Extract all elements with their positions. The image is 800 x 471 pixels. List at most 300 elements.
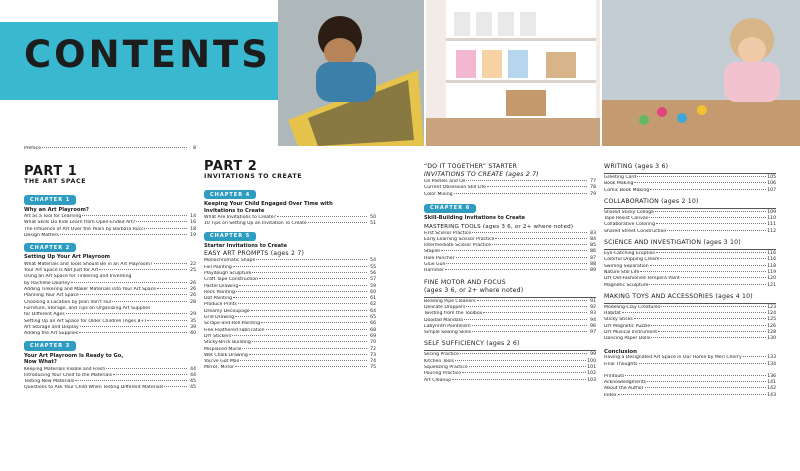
toc-entry-title: Greeting Card [604, 175, 637, 180]
starter-title: “DO IT TOGETHER” STARTER [424, 163, 518, 170]
toc-entry-leader [249, 354, 367, 355]
toc-entry-title: Design Matters [24, 232, 59, 238]
toc-entry-leader [66, 313, 187, 314]
toc-entry-leader [99, 269, 187, 270]
toc-entry-page: 64 [370, 308, 376, 314]
toc-entry-title: Simple Sewing Skills [424, 330, 472, 336]
toc-entry-title: Habitat [604, 311, 621, 317]
toc-entry-leader [656, 252, 766, 253]
toc-entry-title: Using an Art Space for Tinkering and Inventing [24, 274, 132, 280]
toc-entry-leader [472, 232, 587, 233]
toc-entry-title: Stapler [424, 249, 441, 255]
toc-entry-leader [454, 193, 587, 194]
photo-art-shelves [426, 0, 600, 146]
self-sufficiency-label: SELF SUFFICIENCY (ages 2 6) [424, 340, 520, 348]
toc-entry-page: 25 [190, 268, 196, 274]
toc-entry-page: 84 [590, 236, 596, 242]
toc-entry[interactable] [24, 233, 196, 239]
chapter-2-title: Setting Up Your Art Playroom [24, 254, 111, 261]
toc-entry[interactable] [24, 331, 196, 337]
toc-entry-title: Adding the Art Supplies [24, 331, 79, 337]
toc-entry-title: Slicing Practice [424, 352, 459, 358]
toc-entry-page: 103 [587, 377, 596, 383]
toc-entry-leader [441, 250, 587, 251]
toc-entry-leader [681, 277, 766, 278]
toc-entry-leader [618, 394, 767, 395]
toc-entry-leader [466, 306, 587, 307]
part-2-number: PART 2 [204, 159, 258, 174]
toc-entry-page: 118 [767, 263, 776, 269]
toc-entry-title: Squeezing Practice [424, 365, 468, 371]
column-3 [424, 163, 596, 384]
toc-entry-page: 102 [587, 371, 596, 377]
toc-entry-leader [639, 363, 767, 364]
toc-entry-page: 44 [190, 372, 196, 378]
toc-entry-page: 133 [767, 355, 776, 361]
chapter-3-badge: CHAPTER 3 [24, 341, 76, 350]
toc-entry-page: 83 [590, 230, 596, 236]
conclusion-title: Conclusion [604, 348, 637, 355]
toc-entry-leader [460, 353, 587, 354]
toc-entry-leader [446, 263, 587, 264]
toc-entry[interactable] [24, 385, 196, 391]
toc-entry-leader [251, 310, 367, 311]
toc-entry-leader [308, 222, 367, 223]
conclusion-list [604, 355, 776, 368]
toc-entry-leader [649, 217, 766, 218]
toys-label: MAKING TOYS AND ACCESSORIES (ages 4 10) [604, 292, 753, 300]
writing-label: WRITING (ages 3 6) [604, 163, 669, 170]
toc-entry-title: Furniture, Storage, and Tips on Organizing Art Supplies [24, 305, 151, 311]
toc-entry-leader [154, 263, 187, 264]
toc-entry[interactable] [604, 188, 776, 194]
toc-entry-leader [472, 325, 587, 326]
toc-entry-leader [661, 306, 766, 307]
page-title: CONTENTS [24, 33, 271, 76]
toc-entry-page: 110 [767, 216, 776, 222]
toc-entry-page: 85 [590, 243, 596, 249]
chapter-4-list [204, 215, 376, 228]
chapter-5-title: Starter Invitations to Create [204, 243, 288, 249]
toc-entry-leader [492, 244, 587, 245]
toc-entry-title: First Scissor Practice [424, 230, 472, 236]
toc-entry-title: Keeping Materials Visible and Fresh [24, 366, 106, 372]
toc-entry-title: What Skills Do Kids Learn from Open-Ended Art? [24, 220, 136, 226]
toc-entry-page: 107 [767, 187, 776, 193]
toc-entry-title: Dancing Paper Dolls [604, 336, 651, 342]
toc-entry-title: Dot Painting [204, 296, 233, 302]
toc-entry-page: 128 [767, 330, 776, 336]
toc-entry-leader [259, 278, 367, 279]
toc-entry-page: 26 [190, 280, 196, 286]
fine-motor-divider [424, 297, 596, 298]
toc-entry-title: Beading Pipe Cleaners [424, 298, 476, 304]
column-part-2 [204, 160, 376, 372]
toc-entry-leader [232, 335, 367, 336]
toc-entry-page: 74 [370, 359, 376, 365]
toc-entry-title: You've Got Mail [204, 359, 240, 365]
toc-entry-page: 45 [190, 385, 196, 391]
toc-entry-page: 141 [767, 380, 776, 386]
toc-entry-page: 50 [370, 215, 376, 221]
part-2-name: INVITATIONS TO CREATE [204, 173, 303, 180]
photo-girl-at-table [602, 0, 800, 146]
toc-entry-page: 61 [370, 296, 376, 302]
toc-entry-title: Misplaced Mural [204, 346, 242, 352]
toc-entry-leader [651, 325, 766, 326]
writing-divider [604, 173, 776, 174]
toc-entry-title: Modeling-Clay Creatures [604, 304, 661, 310]
toc-entry-page: 111 [767, 222, 776, 228]
chapter-2-list [24, 262, 196, 338]
fine-motor-list [424, 299, 596, 337]
toc-entry-leader [75, 380, 187, 381]
toc-entry-title: Magnetic Sculpture [604, 282, 649, 288]
toc-entry-title: Labyrinth Pointillism [424, 323, 471, 329]
toc-entry-page: 70 [370, 340, 376, 346]
toc-entry-leader [487, 186, 587, 187]
toc-entry-page: 14 [190, 214, 196, 219]
toc-entry-page: 45 [190, 379, 196, 385]
chapter-3-title: Your Art Playroom Is Ready to Go, Now What? [24, 352, 124, 366]
toc-entry-page: 79 [590, 191, 596, 197]
chapter-4-badge: CHAPTER 4 [204, 190, 256, 199]
toc-entry[interactable] [424, 192, 596, 198]
toc-entry-leader [656, 223, 766, 224]
toc-entry-page: 123 [767, 304, 776, 310]
toc-entry-page: 22 [190, 261, 196, 267]
toc-entry-title: Shared Street Construction [604, 228, 667, 234]
toc-entry-title: Hole Puncher [424, 255, 455, 261]
toc-entry-title: Final Thoughts [604, 361, 638, 367]
toc-entry-title: Book Making [604, 181, 634, 187]
toc-entry-page: 57 [370, 277, 376, 283]
toc-entry-leader [452, 379, 586, 380]
toc-entry-leader [242, 348, 367, 349]
toc-entry-page: 39 [190, 324, 196, 330]
toc-entry-leader [645, 387, 767, 388]
toc-entry-title: What Are Invitations to Create? [204, 215, 277, 221]
collaboration-label: COLLABORATION (ages 2 10) [604, 197, 699, 205]
toc-entry-title: Color Mixing [424, 191, 453, 197]
toc-entry-leader [637, 176, 766, 177]
toc-entry-title: Shared Sticky Collage [604, 209, 654, 215]
toc-entry-title: Sticky Sticks [604, 317, 633, 323]
toc-entry-title: Oil Pastels and Oil [424, 179, 466, 184]
toc-entry-page: 69 [370, 333, 376, 339]
toc-entry-page: 142 [767, 386, 776, 392]
toc-entry-page: 109 [767, 209, 776, 215]
toc-entry-title: Pouring Practice [424, 371, 462, 377]
toc-entry-title: Scrape-and-Roll Painting [204, 321, 261, 327]
science-divider [604, 249, 776, 250]
toc-entry-page: 105 [767, 175, 776, 180]
toc-entry-title: Current Obsession Still Life [424, 185, 486, 191]
toc-entry-page: 116 [767, 257, 776, 263]
toc-entry-leader [660, 258, 766, 259]
toc-entry-leader [236, 291, 367, 292]
toc-entry-title: Adding Tinkering and Maker Materials into Your Art Space [24, 287, 156, 293]
toc-entry-page: 119 [767, 269, 776, 275]
chapter-6-section-label: MASTERING TOOLS (ages 3 6, or 2+ where noted) [424, 223, 574, 230]
toc-entry-leader [651, 337, 766, 338]
writing-list [604, 175, 776, 194]
toc-entry-title: Delicate Droppers [424, 304, 466, 310]
toc-entry-title: Sticky-Brick Building [204, 340, 251, 346]
toc-entry-title: Collaborative Coloring [604, 222, 655, 228]
toc-entry-title: Choosing a Location by Jean Van't Hul [24, 299, 112, 305]
girl-at-table-illustration [602, 0, 800, 146]
toc-entry[interactable] [424, 330, 596, 336]
toc-entry-leader [464, 319, 587, 320]
chapter-3-list [24, 367, 196, 392]
toc-entry-leader [456, 257, 588, 258]
chapter-4-title: Keeping Your Child Engaged Over Time with Invitations to Create [204, 201, 333, 214]
chapter-5-section-label: EASY ART PROMPTS (ages 2 7) [204, 250, 305, 258]
toc-entry-leader [233, 266, 367, 267]
toc-entry-title: About the Author [604, 386, 644, 392]
toc-entry-page: 35 [190, 318, 196, 324]
toc-entry-leader [655, 211, 766, 212]
toc-entry-page: 121 [767, 282, 776, 288]
toc-entry-leader [472, 331, 587, 332]
toc-entry-leader [239, 285, 367, 286]
toc-entry-leader [256, 259, 367, 260]
part-1-number: PART 1 [24, 164, 78, 180]
toc-entry[interactable] [424, 378, 596, 384]
toc-entry-leader [146, 228, 187, 229]
toc-entry-title: Setting Up an Art Space for Older Children (Ages 8+) [24, 318, 147, 324]
toc-entry-title: Tape Resist Canvas [604, 216, 649, 222]
toc-entry[interactable] [604, 229, 776, 235]
self-sufficiency-list [424, 352, 596, 383]
toc-entry-title: for Different Ages [24, 312, 65, 318]
toc-entry-title: What Materials and Tools Should Be in an Art Playroom? [24, 261, 153, 267]
toc-entry-page: 62 [370, 302, 376, 308]
boy-drawing-illustration [278, 0, 424, 146]
collaboration-list [604, 210, 776, 235]
chapter-6-title: Skill-Building Invitations to Create [424, 215, 525, 222]
toc-entry[interactable] [604, 393, 776, 399]
toc-entry-leader [112, 301, 187, 302]
toc-entry-leader [164, 386, 187, 387]
toc-entry-title: Colorful Dripping Cream [604, 257, 660, 263]
toc-entry-page: 92 [590, 304, 596, 310]
toc-entry-title: Rock Painting [204, 289, 235, 295]
toc-entry-page: 77 [590, 179, 596, 184]
toc-entry-page: 60 [370, 289, 376, 295]
chapter-1-list [24, 214, 196, 239]
toys-list [604, 305, 776, 343]
toc-entry-title: Twisting from the Toolbox [424, 311, 483, 317]
toc-entry-leader [649, 284, 766, 285]
toc-entry-page: 99 [590, 352, 596, 358]
toc-entry-page: 28 [190, 299, 196, 305]
toc-entry-title: Playdough Sculpture [204, 271, 252, 276]
toc-entry-title: Pastel Drawing [204, 283, 239, 289]
toc-entry-title: Testing New Materials [24, 379, 75, 385]
fine-motor-sublabel: (ages 3 6, or 2+ where noted) [424, 286, 524, 294]
starter-label: INVITATIONS TO CREATE (ages 2 7) [424, 171, 539, 178]
toc-entry-page: 26 [190, 293, 196, 299]
science-label: SCIENCE AND INVESTIGATION (ages 3 10) [604, 239, 741, 247]
toc-entry-leader [233, 297, 367, 298]
toc-entry-title: Planning Your Art Space [24, 293, 79, 299]
toc-entry-title: Nature Still Life [604, 269, 640, 275]
toc-entry-title: Comic Book Making [604, 187, 650, 193]
toc-entry-page: 44 [190, 366, 196, 372]
toc-entry-title: DIY Musical Instrument [604, 330, 658, 336]
toc-entry-title: Questions to Ask Your Child When Testing Different Materials [24, 385, 164, 391]
toc-entry-page: 89 [590, 268, 596, 274]
toc-entry-title: Dreamy Decoupage [204, 308, 250, 314]
toc-entry-leader [462, 372, 586, 373]
toc-entry-leader [80, 294, 187, 295]
toc-entry-leader [667, 230, 766, 231]
toc-entry-leader [71, 282, 187, 283]
toc-entry-leader [235, 366, 367, 367]
toc-entry-title: The Influence of Art Over the Years by Barbara Rucci [24, 226, 145, 232]
toc-entry-page: 91 [590, 298, 596, 304]
toc-entry-page: 54 [370, 258, 376, 264]
art-shelves-illustration [426, 0, 600, 146]
toc-entry-leader [650, 265, 767, 266]
toc-entry-page: 55 [370, 264, 376, 270]
toc-entry-page: 40 [190, 331, 196, 337]
preface-entry[interactable]: Preface 8 [24, 146, 196, 151]
toc-entry-title: Glue Gun [424, 262, 446, 268]
toc-entry-title: Produce Prints [204, 302, 237, 308]
toc-entry-title: DIY Stickers [204, 333, 232, 339]
toc-entry-leader [466, 180, 587, 181]
toc-entry-title: Your Art Space Is Not Just for Art [24, 268, 99, 274]
toc-entry-page: 106 [767, 181, 776, 187]
chapter-5-badge: CHAPTER 5 [204, 232, 256, 241]
toc-entry-page: 116 [767, 251, 776, 257]
toc-entry-leader [495, 238, 587, 239]
toc-entry[interactable] [204, 221, 376, 227]
toc-entry-page: 16 [190, 220, 196, 226]
photo-boy-drawing [278, 0, 424, 146]
toc-entry-leader [261, 322, 367, 323]
toc-entry-title: Mirror, Mirror [204, 365, 234, 371]
toc-entry-page: 73 [370, 352, 376, 358]
toc-entry-leader [483, 312, 587, 313]
toc-entry-page: 19 [190, 232, 196, 238]
toc-entry-title: Doodad Mandala [424, 317, 463, 323]
toc-entry-page: 51 [370, 221, 376, 227]
toc-entry-page: 134 [767, 361, 776, 367]
toc-entry-page: 88 [590, 262, 596, 268]
toc-entry[interactable] [604, 336, 776, 342]
toc-entry-leader [113, 374, 187, 375]
toc-entry-leader [634, 182, 766, 183]
toc-entry-leader [658, 331, 766, 332]
toc-entry-leader [445, 269, 587, 270]
toc-entry-page: 72 [370, 346, 376, 352]
chapter-1-badge: CHAPTER 1 [24, 195, 76, 204]
toc-entry-title: Foil Painting [204, 264, 232, 270]
toc-entry-page: 56 [370, 271, 376, 276]
toc-entry-leader [743, 356, 767, 357]
toc-entry-title: Wet Chalk Drawing [204, 352, 248, 358]
toc-entry-leader [650, 189, 766, 190]
toc-entry-page: 125 [767, 317, 776, 323]
toc-entry-leader [79, 332, 187, 333]
toc-entry-title: Intermediate Scissor Practice [424, 243, 492, 249]
chapter-5-list [204, 258, 376, 371]
toc-entry-page: 18 [190, 226, 196, 232]
toc-entry-title: DIY Magnetic Puzzle [604, 323, 651, 329]
toc-entry-leader [455, 360, 586, 361]
toc-entry-page: 29 [190, 312, 196, 318]
back-matter-list [604, 374, 776, 399]
toc-entry-title: Grid Drawing [204, 315, 235, 321]
toc-entry-title: Printouts [604, 373, 625, 379]
toc-entry-page: 112 [767, 228, 776, 234]
toc-entry[interactable] [604, 283, 776, 289]
toc-entry-leader [640, 271, 766, 272]
fine-motor-label: FINE MOTOR AND FOCUS [424, 278, 506, 286]
toc-entry-title: Monochromatic Shape [204, 258, 256, 264]
toc-entry-title: Art Cleanup [424, 377, 452, 383]
toc-entry-page: 130 [767, 336, 776, 342]
self-sufficiency-divider [424, 350, 596, 351]
toc-entry-page: 124 [767, 311, 776, 317]
toc-entry[interactable] [204, 365, 376, 371]
toc-entry-page: 59 [370, 283, 376, 289]
toc-entry[interactable] [424, 268, 596, 274]
toc-entry-page: 100 [587, 358, 596, 364]
toc-entry-leader [469, 366, 586, 367]
toc-entry-leader [147, 320, 187, 321]
toc-entry-title: Early Learning Scissor Practice [424, 236, 495, 242]
part-1-name: THE ART SPACE [24, 178, 87, 186]
toc-entry-title: 10 Tips on Setting Up an Invitation To Create [204, 221, 307, 227]
chapter-1-title: Why an Art Playroom? [24, 206, 89, 213]
science-list [604, 251, 776, 289]
toc-entry-title: Fine Feathered Fabrication [204, 327, 265, 333]
toc-entry-page: 78 [590, 185, 596, 191]
toc-entry-title: Art as a Tool for Learning [24, 214, 82, 219]
toc-entry-leader [634, 318, 766, 319]
toc-entry-title: Swirling Separation [604, 263, 649, 269]
chapter-6-list [424, 231, 596, 275]
toc-entry-title: Eye-Catching Eruption [604, 251, 656, 257]
toc-entry-title: Introducing Your Child to the Materials [24, 372, 113, 378]
toc-entry-leader [622, 312, 766, 313]
toc-entry-page: 68 [370, 327, 376, 333]
toc-entry-page: 136 [767, 373, 776, 379]
toc-entry-title: Art Storage and Display [24, 324, 79, 330]
toc-entry-leader [477, 300, 587, 301]
toc-entry-title: Index [604, 392, 617, 398]
toc-entry-leader [647, 381, 766, 382]
toc-entry-title: Kitchen Tools [424, 358, 455, 364]
column-4 [604, 163, 776, 399]
toc-entry-leader [252, 341, 367, 342]
toc-entry-title: Hammer [424, 268, 444, 274]
toc-entry-page: 75 [370, 365, 376, 371]
chapter-6-badge: CHAPTER 6 [424, 204, 476, 213]
toc-entry-leader [266, 329, 367, 330]
toc-entry-leader [238, 303, 367, 304]
toc-entry-leader [82, 215, 187, 216]
toc-entry-leader [235, 316, 367, 317]
toys-divider [604, 303, 776, 304]
toc-entry-page: 97 [590, 330, 596, 336]
toc-entry-title: Having a Designated Art Space in Our Home by Meri Cherry [604, 355, 742, 361]
